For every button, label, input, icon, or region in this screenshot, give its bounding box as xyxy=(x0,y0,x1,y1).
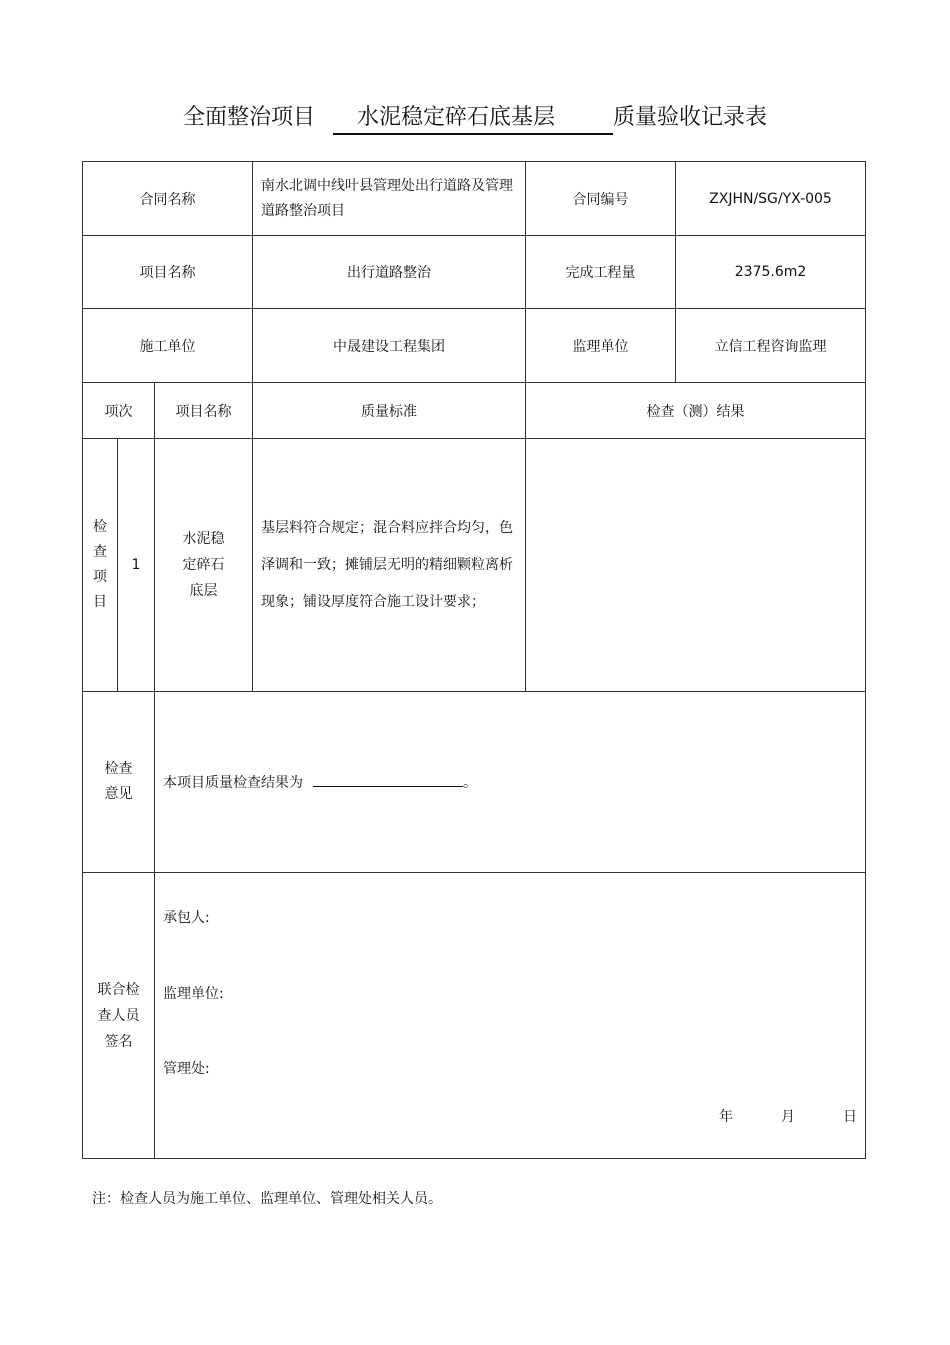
project-row xyxy=(83,236,866,309)
builder-value: 中晟建设工程集团 xyxy=(253,309,526,383)
supervisor-signature[interactable]: 监理单位: xyxy=(163,986,224,1002)
supervisor-label: 监理单位 xyxy=(526,309,676,383)
title-prefix: 全面整治项目 xyxy=(182,105,315,130)
management-signature[interactable]: 管理处: xyxy=(163,1061,210,1077)
unit-row xyxy=(83,309,866,383)
title-suffix: 质量验收记录表 xyxy=(613,105,768,130)
acceptance-record-table xyxy=(82,161,866,1159)
check-item-name xyxy=(155,439,253,692)
check-items-group-text: 检查项目 xyxy=(93,519,107,610)
footnote: 注：检查人员为施工单位、监理单位、管理处相关人员。 xyxy=(92,1191,442,1207)
opinion-end: 。 xyxy=(463,775,477,791)
signature-row xyxy=(83,873,866,1159)
opinion-result-blank[interactable] xyxy=(313,772,463,787)
header-row xyxy=(83,383,866,439)
check-item-row xyxy=(83,439,866,692)
contract-row xyxy=(83,162,866,236)
quantity-label: 完成工程量 xyxy=(526,236,676,309)
contract-name-label: 合同名称 xyxy=(83,162,253,236)
signature-label-text: 联合检查人员签名 xyxy=(97,981,140,1050)
check-item-standard xyxy=(253,439,526,692)
opinion-text: 本项目质量检查结果为 xyxy=(163,775,303,791)
contract-no-value: ZXJHN/SG/YX-005 xyxy=(676,162,866,236)
contract-no-label: 合同编号 xyxy=(526,162,676,236)
signature-label xyxy=(83,873,155,1159)
contractor-signature[interactable]: 承包人: xyxy=(163,910,210,926)
item-no-header: 项次 xyxy=(83,383,155,439)
date-year: 年 xyxy=(719,1109,733,1125)
sign-date xyxy=(671,1106,857,1126)
project-name-label: 项目名称 xyxy=(83,236,253,309)
contract-name-value xyxy=(253,162,526,236)
project-name-value: 出行道路整治 xyxy=(253,236,526,309)
check-item-name-text: 水泥稳定碎石底层 xyxy=(182,531,225,599)
check-items-group-label xyxy=(83,439,118,692)
builder-label: 施工单位 xyxy=(83,309,253,383)
opinion-row xyxy=(83,692,866,873)
title-subject: 水泥稳定碎石底基层 xyxy=(333,103,613,135)
standard-header: 质量标准 xyxy=(253,383,526,439)
signature-content xyxy=(155,873,866,1159)
opinion-label xyxy=(83,692,155,873)
opinion-content xyxy=(155,692,866,873)
contract-name-text: 南水北调中线叶县管理处出行道路及管理道路整治项目 xyxy=(261,177,513,219)
result-header: 检查（测）结果 xyxy=(526,383,866,439)
supervisor-value: 立信工程咨询监理 xyxy=(676,309,866,383)
item-name-header: 项目名称 xyxy=(155,383,253,439)
quantity-value: 2375.6m2 xyxy=(676,236,866,309)
date-day: 日 xyxy=(843,1109,857,1125)
check-item-standard-text: 基层料符合规定；混合料应拌合均匀，色泽调和一致；摊铺层无明的精细颗粒离析现象；铺设厚度符合施工设计要求； xyxy=(261,519,513,610)
opinion-label-text: 检查意见 xyxy=(104,761,133,802)
check-item-no: 1 xyxy=(118,439,155,692)
date-month: 月 xyxy=(781,1109,795,1125)
form-title xyxy=(0,100,950,135)
check-item-result[interactable] xyxy=(526,439,866,692)
